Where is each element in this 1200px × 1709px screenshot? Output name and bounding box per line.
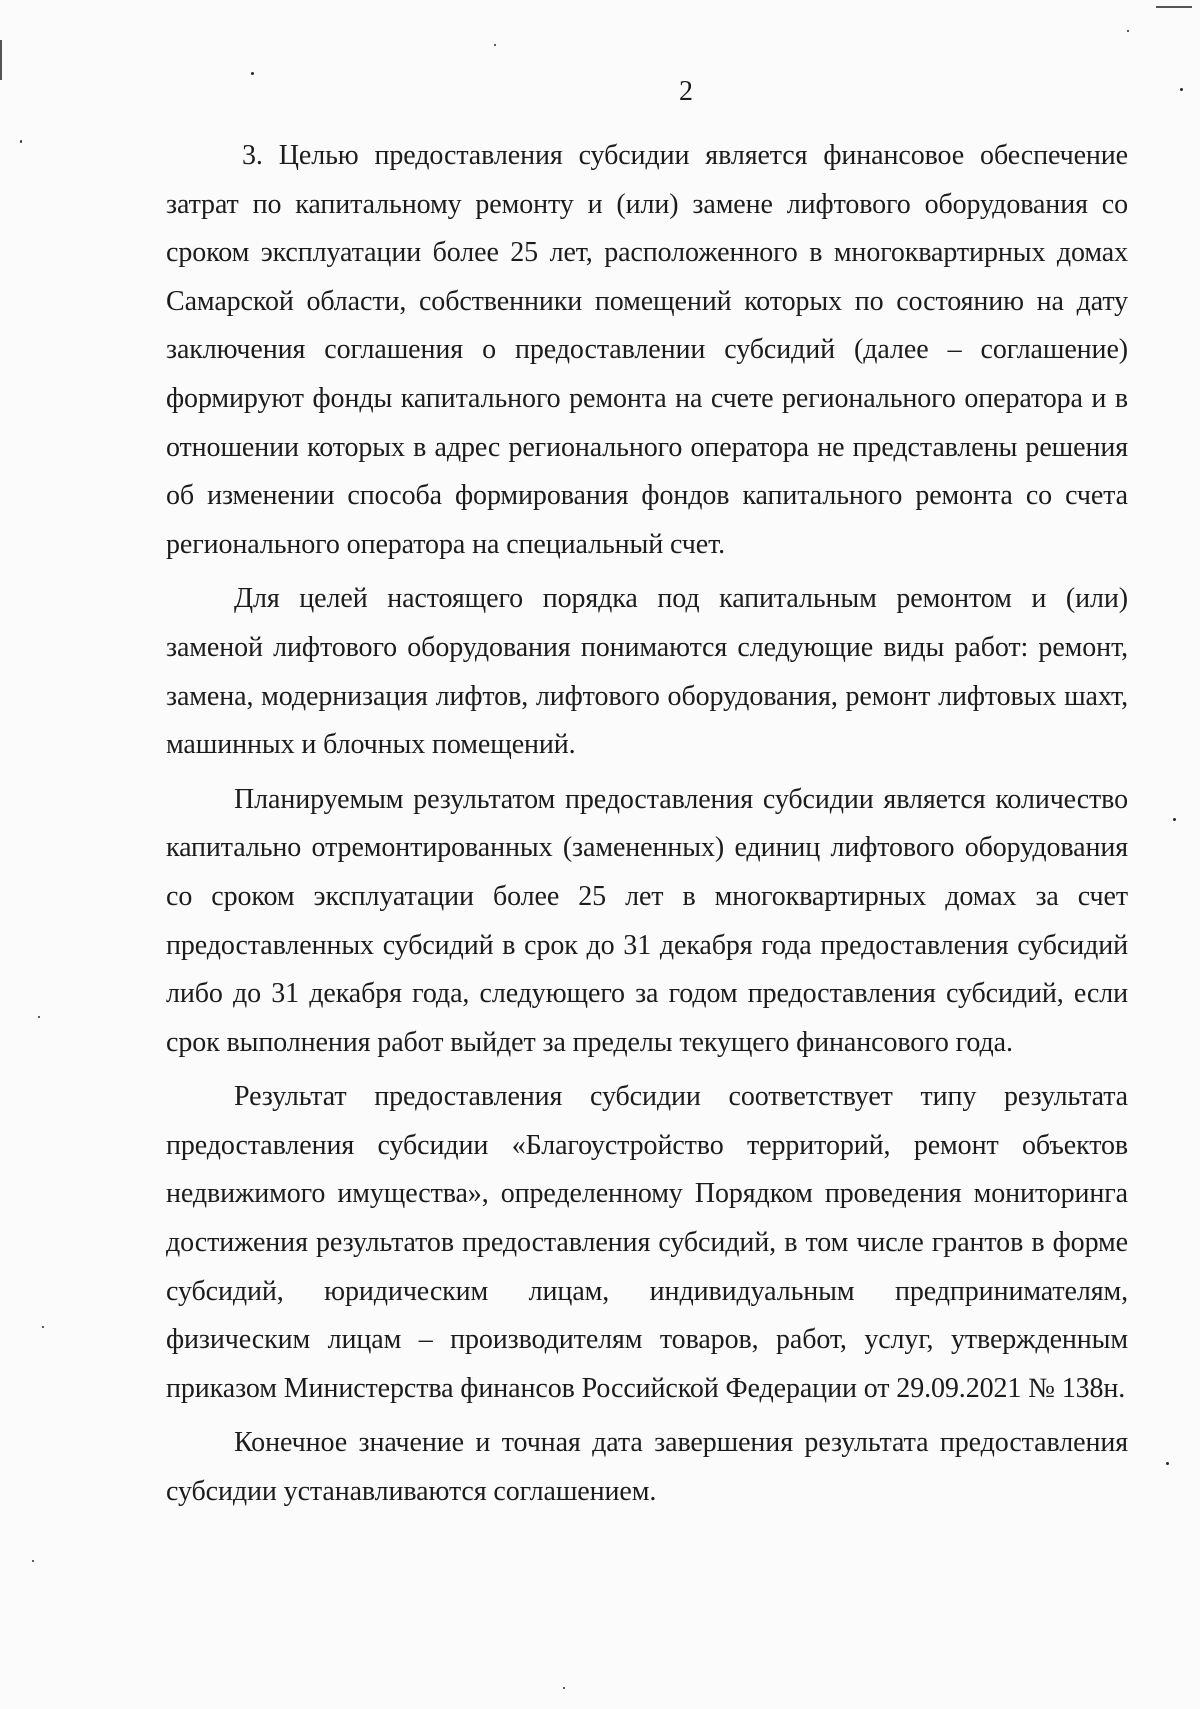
scan-speck bbox=[1173, 818, 1176, 821]
scan-speck bbox=[251, 72, 254, 75]
scan-speck bbox=[42, 1326, 44, 1328]
scan-speck bbox=[38, 1016, 40, 1018]
paragraph-final-value: Конечное значение и точная дата завершения результата предоставления субсидии устанавливаются соглашением. bbox=[166, 1427, 1128, 1508]
scan-speck bbox=[1180, 88, 1183, 91]
document-body bbox=[166, 132, 1128, 1523]
page-number: 2 bbox=[679, 76, 693, 107]
scan-speck bbox=[1166, 1462, 1169, 1465]
scan-edge-mark bbox=[0, 40, 2, 80]
paragraph-purpose: 3. Целью предоставления субсидии является финансовое обеспечение затрат по капитальному ремонту и (или) замене лифтового оборудования со сроком эксплуатации более 25 лет, расположенного в многоквартирных домах Самарской области, собственники помещений которых по состоянию на дату заключения соглашения о предоставлении субсидий (далее – соглашение) формируют фонды капитального ремонта на счете регионального оператора и в отношении которых в адрес регионального оператора не представлены решения об изменении способа формирования фондов капитального ремонта со счета регионального оператора на специальный счет. bbox=[166, 140, 1128, 560]
scan-corner-mark bbox=[1156, 6, 1192, 8]
scan-speck bbox=[20, 140, 22, 143]
paragraph-works-definition: Для целей настоящего порядка под капитальным ремонтом и (или) заменой лифтового оборудования понимаются следующие виды работ: ремонт, замена, модернизация лифтов, лифтового оборудования, ремонт лифтовых шахт, машинных и блочных помещений. bbox=[166, 583, 1128, 761]
scan-speck bbox=[32, 1560, 34, 1562]
scan-speck bbox=[494, 44, 496, 46]
scan-speck bbox=[1127, 30, 1129, 32]
paragraph-planned-result: Планируемым результатом предоставления субсидии является количество капитально отремонтированных (замененных) единиц лифтового оборудования со сроком эксплуатации более 25 лет в многоквартирных домах за счет предоставленных субсидий в срок до 31 декабря года предоставления субсидий либо до 31 декабря года, следующего за годом предоставления субсидий, если срок выполнения работ выйдет за пределы текущего финансового года. bbox=[166, 783, 1128, 1058]
scan-speck bbox=[563, 1687, 565, 1689]
paragraph-result-type: Результат предоставления субсидии соответствует типу результата предоставления субсидии «Благоустройство территорий, ремонт объектов недвижимого имущества», определенному Порядком проведения мониторинга достижения результатов предоставления субсидий, в том числе грантов в форме субсидий, юридическим лицам, индивидуальным предпринимателям, физическим лицам – производителям товаров, работ, услуг, утвержденным приказом Министерства финансов Российской Федерации от 29.09.2021 № 138н. bbox=[166, 1081, 1128, 1404]
